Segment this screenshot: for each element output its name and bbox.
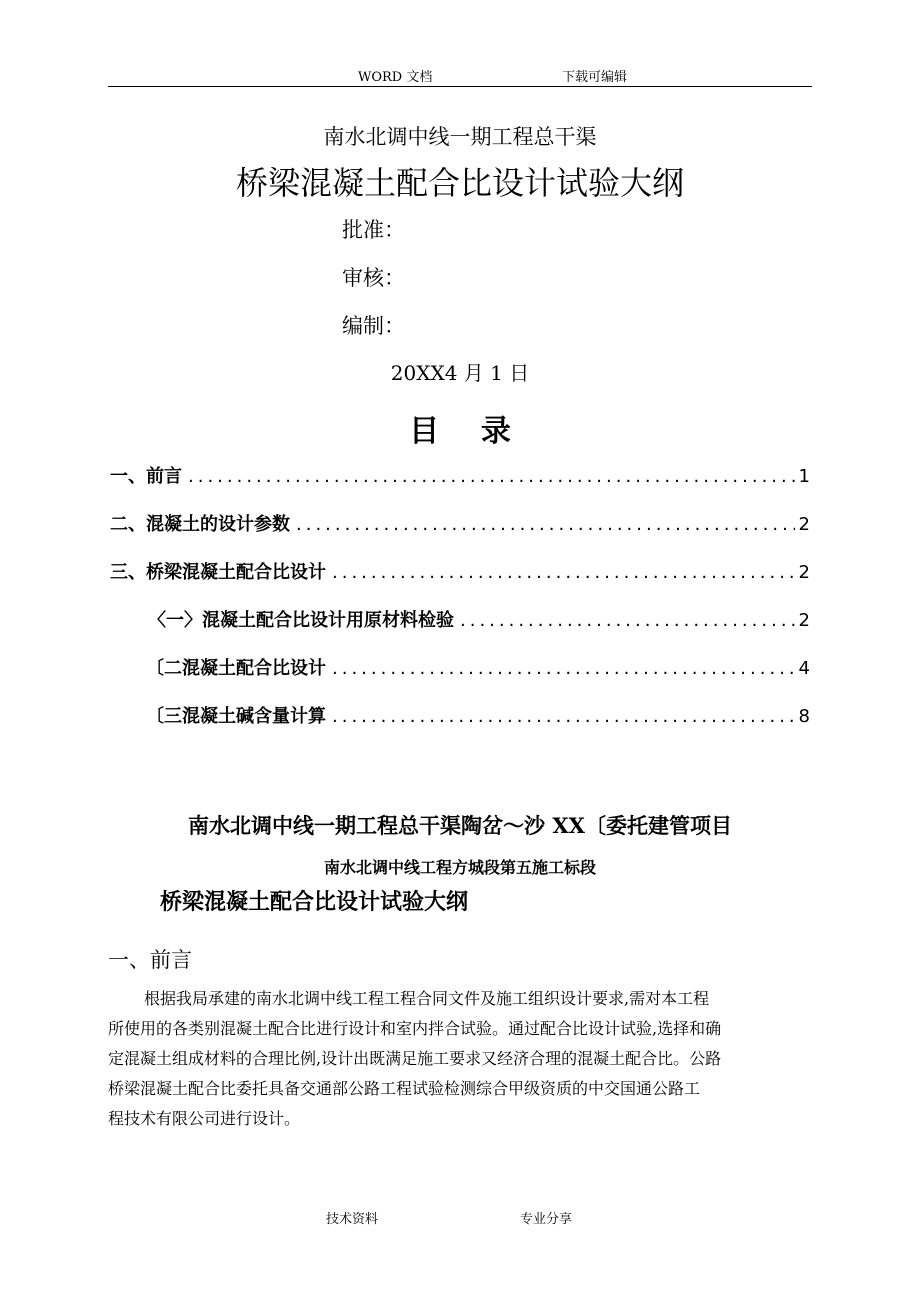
preface-paragraph xyxy=(108,984,812,1134)
toc-entry-label: 三、桥梁混凝土配合比设计 xyxy=(110,562,326,583)
toc-entry[interactable] xyxy=(148,606,810,632)
cover-date: 20XX4 月 1 日 xyxy=(390,361,530,385)
cover-review-label: 审核： xyxy=(342,266,405,290)
body-project-line: 南水北调中线一期工程总干渠陶岔～沙 XX〔委托建管项目 xyxy=(188,813,732,838)
body-title: 桥梁混凝土配合比设计试验大纲 xyxy=(160,890,469,915)
toc-entry-label: 二、混凝土的设计参数 xyxy=(110,514,290,535)
footer-left-note: 技术资料 xyxy=(326,1212,379,1227)
toc-entry[interactable] xyxy=(110,510,810,536)
toc-entry-label: 一、前言 xyxy=(110,466,182,487)
toc-entry-label: 〔二混凝土配合比设计 xyxy=(146,658,326,679)
paragraph-line: 所使用的各类别混凝土配合比进行设计和室内拌合试验。通过配合比设计试验,选择和确 xyxy=(108,1019,722,1038)
toc-entry-page: 1 xyxy=(798,466,810,487)
toc-leader-dots xyxy=(332,706,795,727)
header-editable-note: 下载可编辑 xyxy=(562,70,628,85)
paragraph-line: 定混凝土组成材料的合理比例,设计出既满足施工要求又经济合理的混凝土配合比。公路 xyxy=(108,1049,722,1068)
paragraph-line: 桥梁混凝土配合比委托具备交通部公路工程试验检测综合甲级资质的中交国通公路工 xyxy=(108,1079,701,1098)
toc-leader-dots xyxy=(296,514,795,535)
toc-entry[interactable] xyxy=(110,558,810,584)
paragraph-line: 程技术有限公司进行设计。 xyxy=(108,1109,301,1128)
toc-entry-page: 8 xyxy=(798,706,810,727)
cover-compile-label: 编制： xyxy=(342,314,405,338)
footer-right-note: 专业分享 xyxy=(520,1212,573,1227)
header-divider xyxy=(108,86,812,87)
toc-entry-label: 〈一〉混凝土配合比设计用原材料检验 xyxy=(148,610,454,631)
toc-heading: 目 录 xyxy=(409,414,511,449)
toc-entry[interactable] xyxy=(146,702,810,728)
toc-entry-page: 4 xyxy=(798,658,810,679)
toc-leader-dots xyxy=(460,610,795,631)
body-section-line: 南水北调中线工程方城段第五施工标段 xyxy=(323,858,596,877)
cover-approve-label: 批准： xyxy=(342,218,405,242)
toc-entry-label: 〔三混凝土碱含量计算 xyxy=(146,706,326,727)
toc-entry-page: 2 xyxy=(798,610,810,631)
paragraph-line: 根据我局承建的南水北调中线工程工程合同文件及施工组织设计要求,需对本工程 xyxy=(144,989,710,1008)
toc-leader-dots xyxy=(332,562,795,583)
toc-leader-dots xyxy=(188,466,795,487)
toc-entry-page: 2 xyxy=(798,562,810,583)
toc-leader-dots xyxy=(332,658,795,679)
toc-entry[interactable] xyxy=(110,462,810,488)
cover-project-name: 南水北调中线一期工程总干渠 xyxy=(323,125,597,149)
cover-title: 桥梁混凝土配合比设计试验大纲 xyxy=(235,164,684,202)
section-heading-preface: 一、前言 xyxy=(108,948,192,972)
toc-entry[interactable] xyxy=(146,654,810,680)
toc-entry-page: 2 xyxy=(798,514,810,535)
header-doc-type: WORD 文档 xyxy=(358,70,433,85)
